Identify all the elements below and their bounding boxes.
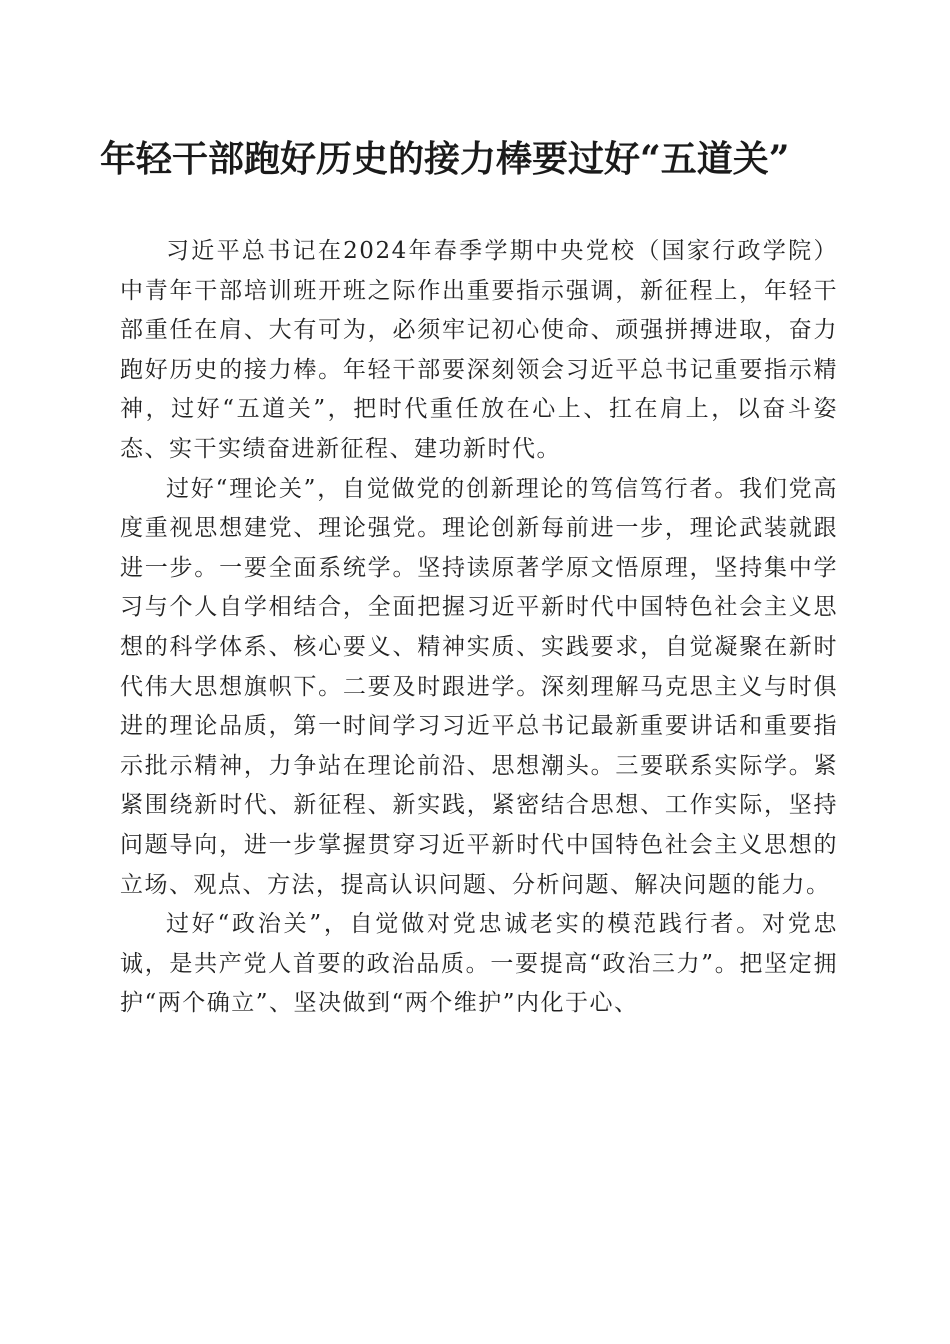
paragraph-political-pass: 过好“政治关”，自觉做对党忠诚老实的模范践行者。对党忠诚，是共产党人首要的政治品质。一要提高“政治三力”。把坚定拥护“两个确立”、坚决做到“两个维护”内化于心、 — [120, 911, 838, 1017]
document-body — [120, 232, 838, 1024]
paragraph-intro: 习近平总书记在2024年春季学期中央党校（国家行政学院）中青年干部培训班开班之际作出重要指示强调，新征程上，年轻干部重任在肩、大有可为，必须牢记初心使命、顽强拼搏进取，奋力跑好历史的接力棒。年轻干部要深刻领会习近平总书记重要指示精神，过好“五道关”，把时代重任放在心上、扛在肩上，以奋斗姿态、实干实绩奋进新征程、建功新时代。 — [120, 238, 838, 462]
document-title: 年轻干部跑好历史的接力棒要过好“五道关” — [100, 138, 790, 180]
paragraph-theory-pass: 过好“理论关”，自觉做党的创新理论的笃信笃行者。我们党高度重视思想建党、理论强党。理论创新每前进一步，理论武装就跟进一步。一要全面系统学。坚持读原著学原文悟原理，坚持集中学习与个人自学相结合，全面把握习近平新时代中国特色社会主义思想的科学体系、核心要义、精神实质、实践要求，自觉凝聚在新时代伟大思想旗帜下。二要及时跟进学。深刻理解马克思主义与时俱进的理论品质，第一时间学习习近平总书记最新重要讲话和重要指示批示精神，力争站在理论前沿、思想潮头。三要联系实际学。紧紧围绕新时代、新征程、新实践，紧密结合思想、工作实际，坚持问题导向，进一步掌握贯穿习近平新时代中国特色社会主义思想的立场、观点、方法，提高认识问题、分析问题、解决问题的能力。 — [120, 475, 838, 898]
